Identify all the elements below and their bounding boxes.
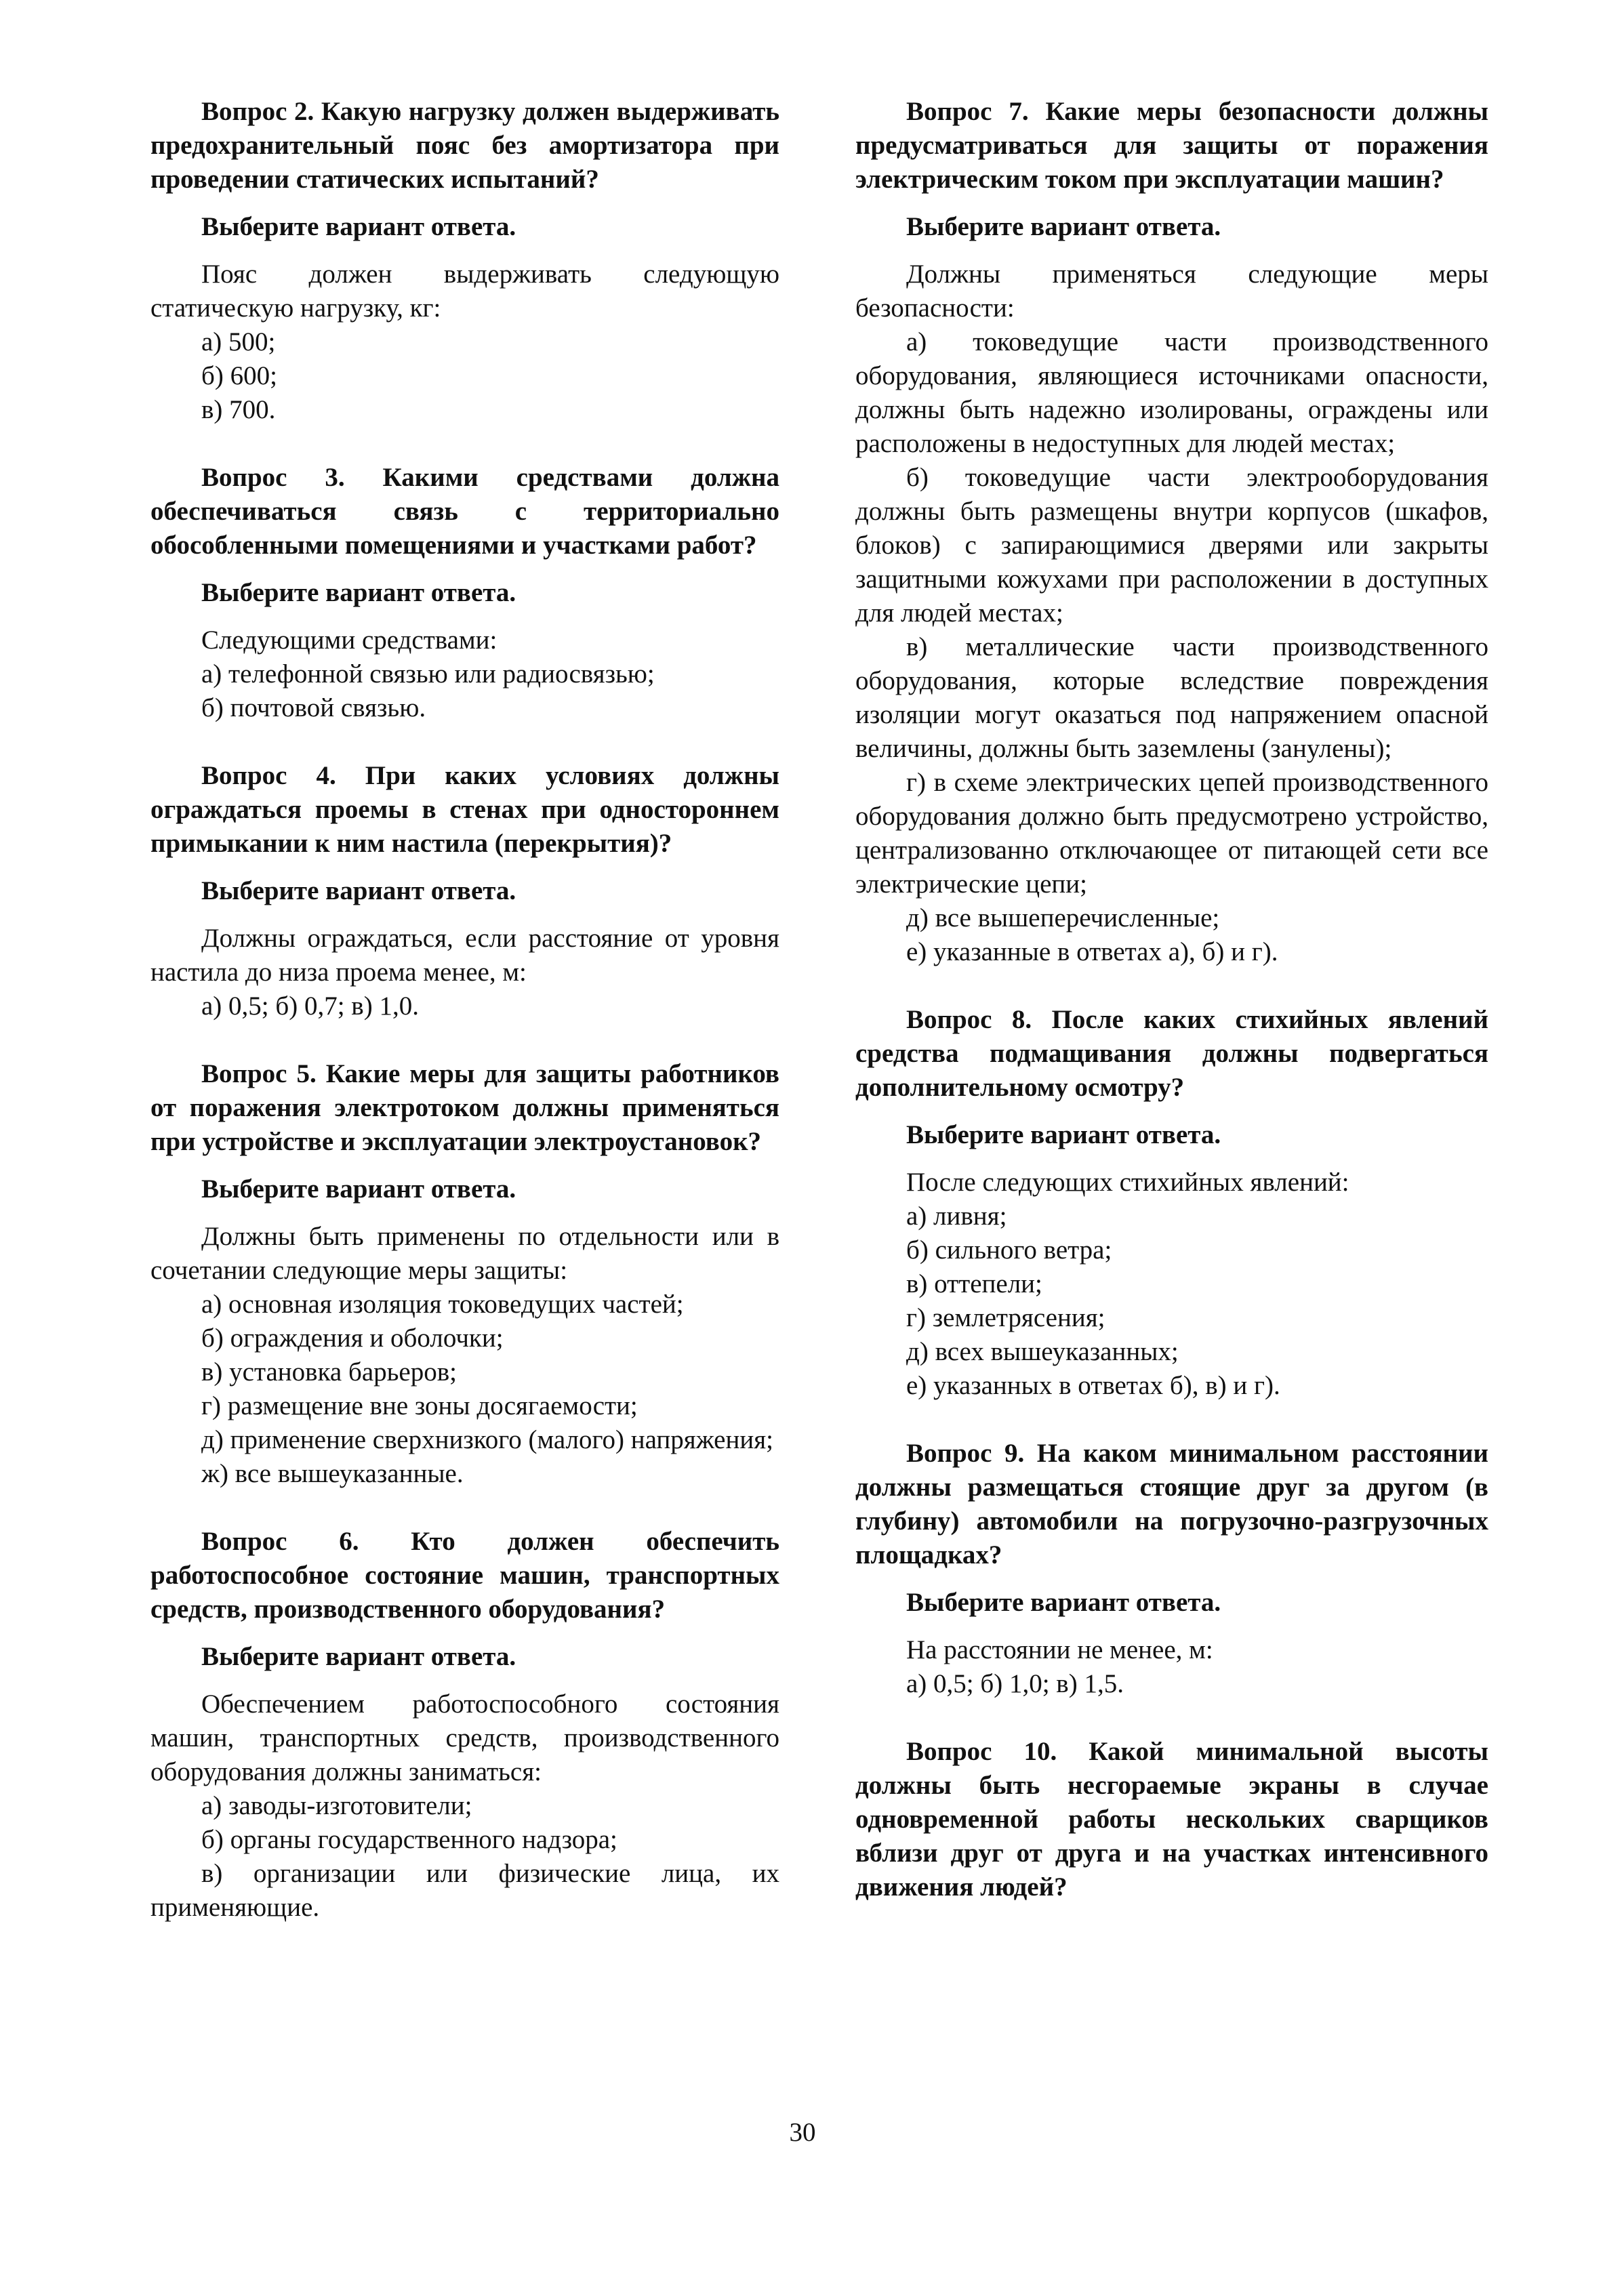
answer-option: а) основная изоляция токоведущих частей; (201, 1290, 684, 1319)
question-title: Вопрос 6. Кто должен обеспечить работоспособное состояние машин, транспортных средств, производственного оборудования? (150, 1527, 779, 1624)
answer-option: в) оттепели; (906, 1269, 1042, 1298)
question-10 (855, 1735, 1488, 1904)
left-column (150, 95, 779, 1925)
answer-option: в) установка барьеров; (201, 1357, 457, 1387)
question-title: Вопрос 2. Какую нагрузку должен выдерживать предохранительный пояс без амортизатора при проведении статических испытаний? (150, 97, 779, 194)
right-column (855, 95, 1488, 1918)
answer-option: а) заводы-изготовители; (201, 1791, 472, 1820)
answer-options (150, 325, 779, 427)
answer-option: г) в схеме электрических цепей производственного оборудования должно быть предусмотрено устройство, централизованно отключающее от питающей сети все электрические цепи; (855, 768, 1488, 899)
question-title: Вопрос 4. При каких условиях должны ограждаться проемы в стенах при одностороннем примыкании к ним настила (перекрытия)? (150, 761, 779, 858)
answer-option: б) сильного ветра; (906, 1235, 1112, 1265)
answer-option: в) металлические части производственного оборудования, которые вследствие повреждения изоляции могут оказаться под напряжением опасной величины, должны быть заземлены (занулены); (855, 632, 1488, 763)
question-lead: Пояс должен выдерживать следующую статическую нагрузку, кг: (150, 260, 779, 323)
answer-option: д) применение сверхнизкого (малого) напряжения; (201, 1425, 774, 1454)
question-9 (855, 1437, 1488, 1701)
answer-option: д) всех вышеуказанных; (906, 1337, 1179, 1366)
answer-option: а) ливня; (906, 1202, 1007, 1231)
question-title: Вопрос 5. Какие меры для защиты работников от поражения электротоком должны применяться при устройстве и эксплуатации электроустановок? (150, 1059, 779, 1156)
answer-options (150, 1789, 779, 1925)
select-answer-label: Выберите вариант ответа. (201, 578, 516, 607)
answer-options (150, 1288, 779, 1491)
select-answer-label: Выберите вариант ответа. (906, 1120, 1221, 1149)
page-number: 30 (789, 2118, 816, 2147)
question-4 (150, 759, 779, 1023)
answer-options (150, 989, 779, 1023)
answer-option: ж) все вышеуказанные. (201, 1459, 464, 1488)
answer-options (855, 325, 1488, 969)
answer-option: в) организации или физические лица, их применяющие. (150, 1859, 779, 1922)
question-7 (855, 95, 1488, 969)
answer-option: д) все вышеперечисленные; (906, 903, 1220, 932)
question-lead: Должны применяться следующие меры безопасности: (855, 260, 1488, 323)
answer-option: б) 600; (201, 361, 277, 390)
answer-options (150, 657, 779, 725)
question-lead: Должны быть применены по отдельности или в сочетании следующие меры защиты: (150, 1222, 779, 1285)
answer-option: в) 700. (201, 395, 276, 424)
select-answer-label: Выберите вариант ответа. (201, 212, 516, 241)
answer-options (855, 1200, 1488, 1403)
question-lead: Обеспечением работоспособного состояния машин, транспортных средств, производственного оборудования должны заниматься: (150, 1689, 779, 1786)
answer-option: а) 0,5; б) 1,0; в) 1,5. (906, 1669, 1124, 1698)
answer-option: а) 500; (201, 327, 276, 356)
answer-option: а) токоведущие части производственного оборудования, являющиеся источниками опасности, должны быть надежно изолированы, ограждены или расположены в недоступных для людей местах; (855, 327, 1488, 458)
answer-option: е) указанных в ответах б), в) и г). (906, 1371, 1280, 1400)
answer-option: б) токоведущие части электрооборудования должны быть размещены внутри корпусов (шкафов, блоков) с запирающимися дверями или закрыты защитными кожухами при расположении в доступных для людей местах; (855, 463, 1488, 628)
answer-option: г) размещение вне зоны досягаемости; (201, 1391, 638, 1420)
answer-option: е) указанные в ответах а), б) и г). (906, 937, 1278, 966)
question-title: Вопрос 7. Какие меры безопасности должны предусматриваться для защиты от поражения электрическим током при эксплуатации машин? (855, 97, 1488, 194)
question-8 (855, 1003, 1488, 1403)
answer-options (855, 1667, 1488, 1701)
answer-option: г) землетрясения; (906, 1303, 1105, 1332)
question-title: Вопрос 10. Какой минимальной высоты должны быть несгораемые экраны в случае одновременной работы нескольких сварщиков вблизи друг от друга и на участках интенсивного движения людей? (855, 1737, 1488, 1902)
select-answer-label: Выберите вариант ответа. (201, 1174, 516, 1204)
select-answer-label: Выберите вариант ответа. (201, 876, 516, 905)
question-title: Вопрос 8. После каких стихийных явлений средства подмащивания должны подвергаться дополнительному осмотру? (855, 1005, 1488, 1102)
select-answer-label: Выберите вариант ответа. (906, 1588, 1221, 1617)
question-lead: Следующими средствами: (201, 626, 497, 655)
answer-option: б) органы государственного надзора; (201, 1825, 617, 1854)
question-6 (150, 1525, 779, 1925)
answer-option: б) почтовой связью. (201, 693, 426, 722)
select-answer-label: Выберите вариант ответа. (201, 1642, 516, 1671)
question-5 (150, 1057, 779, 1491)
question-lead: После следующих стихийных явлений: (906, 1168, 1349, 1197)
question-3 (150, 461, 779, 725)
question-title: Вопрос 9. На каком минимальном расстоянии должны размещаться стоящие друг за другом (в глубину) автомобили на погрузочно-разгрузочных площадках? (855, 1439, 1488, 1570)
answer-option: а) телефонной связью или радиосвязью; (201, 659, 655, 689)
question-title: Вопрос 3. Какими средствами должна обеспечиваться связь с территориально обособленными помещениями и участками работ? (150, 463, 779, 560)
question-2 (150, 95, 779, 427)
question-lead: На расстоянии не менее, м: (906, 1635, 1213, 1664)
question-lead: Должны ограждаться, если расстояние от уровня настила до низа проема менее, м: (150, 924, 779, 987)
select-answer-label: Выберите вариант ответа. (906, 212, 1221, 241)
answer-option: б) ограждения и оболочки; (201, 1324, 504, 1353)
answer-option: а) 0,5; б) 0,7; в) 1,0. (201, 991, 419, 1021)
